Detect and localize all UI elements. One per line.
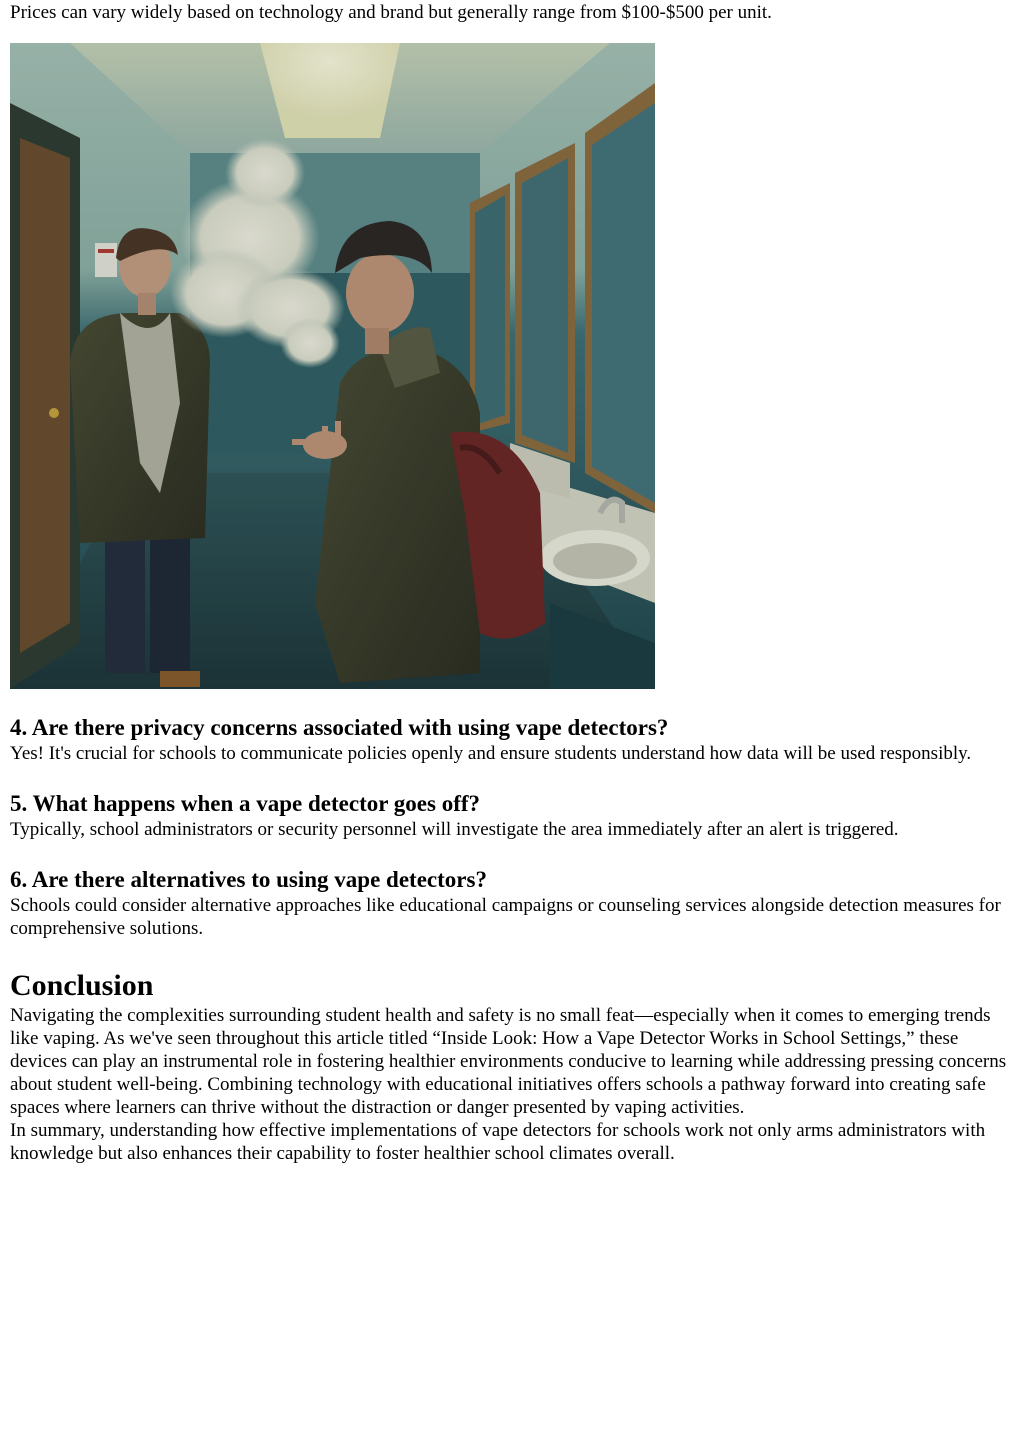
intro-paragraph: Prices can vary widely based on technology and brand but generally range from $100-$500 per unit.: [10, 2, 772, 23]
conclusion-heading: Conclusion: [10, 969, 154, 1002]
faq-question-6: 6. Are there alternatives to using vape detectors?: [10, 867, 487, 892]
faq-question-4: 4. Are there privacy concerns associated with using vape detectors?: [10, 715, 669, 740]
faq-question-5: 5. What happens when a vape detector goes off?: [10, 791, 481, 816]
article-image-students-vaping-in-restroom: [10, 43, 655, 689]
conclusion-paragraph-1: Navigating the complexities surrounding student health and safety is no small feat—especially when it comes to emerging trends like vaping. As we've seen throughout this article titled “Inside Look: How a Vape Detector Works in School Settings,” these devices can play an instrumental role in fostering healthier environments conducive to learning while addressing pressing concerns about student well-being. Combining technology with educational initiatives offers schools a pathway forward into creating safe spaces where learners can thrive without the distraction or danger presented by vaping activities.: [10, 1005, 1007, 1118]
conclusion-paragraph-2: In summary, understanding how effective implementations of vape detectors for schools work not only arms administrators with knowledge but also enhances their capability to foster healthier school climates overall.: [10, 1120, 986, 1164]
faq-answer-6: Schools could consider alternative approaches like educational campaigns or counseling services alongside detection measures for comprehensive solutions.: [10, 895, 1001, 939]
faq-answer-4: Yes! It's crucial for schools to communicate policies openly and ensure students understand how data will be used responsibly.: [10, 743, 972, 764]
faq-answer-5: Typically, school administrators or security personnel will investigate the area immediately after an alert is triggered.: [10, 819, 899, 840]
